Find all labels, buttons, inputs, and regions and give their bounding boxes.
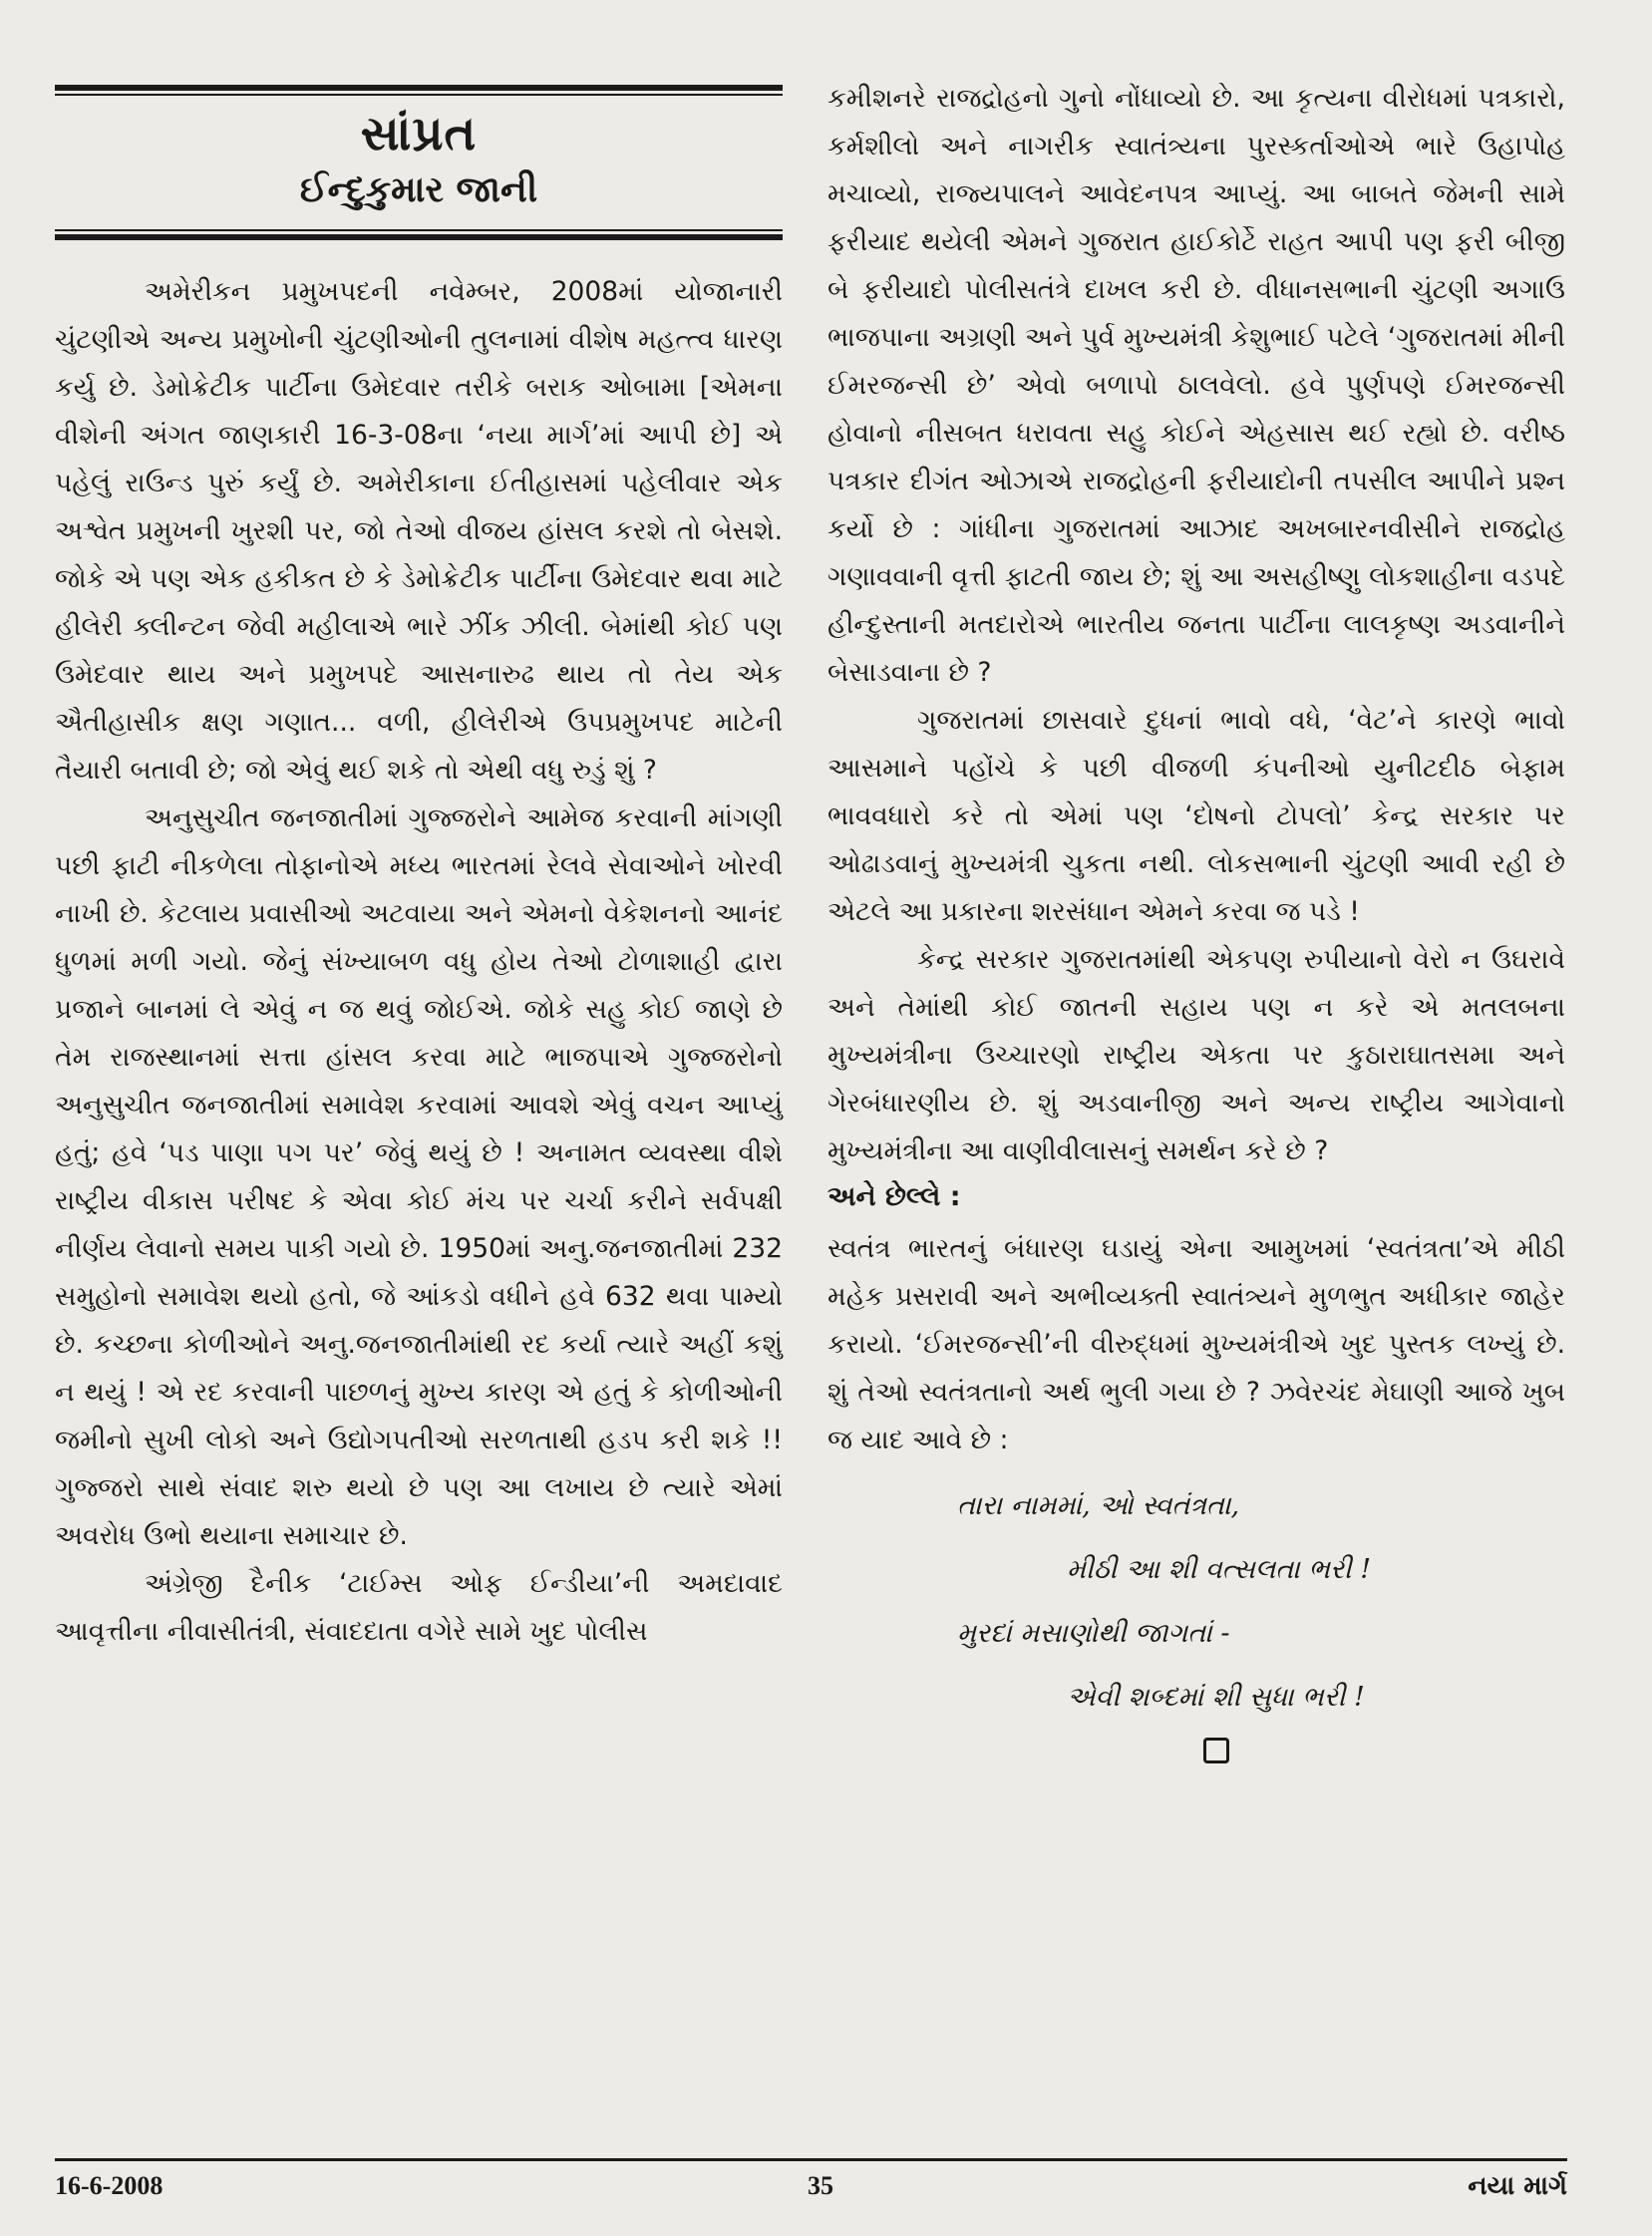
subhead-finally: અને છેલ્લે : (827, 1181, 961, 1212)
paragraph-sedition-case: કમીશનરે રાજદ્રોહનો ગુનો નોંધાવ્યો છે. આ કૃત્યના વીરોધમાં પત્રકારો, કર્મશીલો અને નાગરીક સ્વાતંત્ર્યના પુરસ્કર્તાઓએ ભારે ઉહાપોહ મચાવ્યો, રાજ્યપાલને આવેદનપત્ર આપ્યું. આ બાબતે જેમની સામે ફરીયાદ થયેલી એમને ગુજરાત હાઈકોર્ટે રાહત આપી પણ ફરી બીજી બે ફરીયાદો પોલીસતંત્રે દાખલ કરી છે. વીધાનસભાની ચુંટણી અગાઉ ભાજપાના અગ્રણી અને પુર્વ મુખ્યમંત્રી કેશુભાઈ પટેલે ‘ગુજરાતમાં મીની ઈમરજન્સી છે’ એવો બળાપો ઠાલવેલો. હવે પુર્ણપણે ઈમરજન્સી હોવાનો નીસબત ધરાવતા સહુ કોઈને એહસાસ થઈ રહ્યો છે. વરીષ્ઠ પત્રકાર દીગંત ઓઝાએ રાજદ્રોહની ફરીયાદોની તપસીલ આપીને પ્રશ્ન કર્યો છે : ગાંધીના ગુજરાતમાં આઝાદ અખબારનવીસીને રાજદ્રોહ ગણાવવાની વૃત્તી ફાટતી જાય છે; શું આ અસહીષ્ણુ લોકશાહીના વડપદે હીન્દુસ્તાની મતદારોએ ભારતીય જનતા પાર્ટીના લાલકૃષ્ણ અડવાનીને બેસાડવાના છે ? (827, 83, 1565, 688)
right-column (827, 75, 1565, 1763)
paragraph-price-rise: ગુજરાતમાં છાસવારે દુધનાં ભાવો વધે, ‘વેટ’ને કારણે ભાવો આસમાને પહોંચે કે પછી વીજળી કંપનીઓ યુનીટદીઠ બેફામ ભાવવધારો કરે તો એમાં પણ ‘દોષનો ટોપલો’ કેન્દ્ર સરકાર પર ઓઢાડવાનું મુખ્યમંત્રી ચુકતા નથી. લોકસભાની ચુંટણી આવી રહી છે એટલે આ પ્રકારના શરસંધાન એમને કરવા જ પડે ! (827, 705, 1565, 927)
header-rule-bottom-thin (55, 229, 783, 231)
poem-block (827, 1474, 1565, 1730)
poem-line: મુરદાં મસાણોથી જાગતાં - (957, 1618, 1230, 1649)
issue-date: 16-6-2008 (55, 2171, 164, 2200)
paragraph-gujjar-agitation: અનુસુચીત જનજાતીમાં ગુજ્જરોને આમેજ કરવાની માંગણી પછી ફાટી નીકળેલા તોફાનોએ મધ્ય ભારતમાં રેલવે સેવાઓને ખોરવી નાખી છે. કેટલાય પ્રવાસીઓ અટવાયા અને એમનો વેકેશનનો આનંદ ધુળમાં મળી ગયો. જેનું સંખ્યાબળ વધુ હોય તેઓ ટોળાશાહી દ્વારા પ્રજાને બાનમાં લે એવું ન જ થવું જોઈએ. જોકે સહુ કોઈ જાણે છે તેમ રાજસ્થાનમાં સત્તા હાંસલ કરવા માટે ભાજપાએ ગુજ્જરોનો અનુસુચીત જનજાતીમાં સમાવેશ કરવામાં આવશે એવું વચન આપ્યું હતું; હવે ‘પડ પાણા પગ પર’ જેવું થયું છે ! અનામત વ્યવસ્થા વીશે રાષ્ટ્રીય વીકાસ પરીષદ કે એવા કોઈ મંચ પર ચર્ચા કરીને સર્વપક્ષી નીર્ણય લેવાનો સમય પાકી ગયો છે. 1950માં અનુ.જનજાતીમાં 232 સમુહોનો સમાવેશ થયો હતો, જે આંકડો વધીને હવે 632 થવા પામ્યો છે. કચ્છના કોળીઓને અનુ.જનજાતીમાંથી રદ કર્યા ત્યારે અહીં કશું ન થયું ! એ રદ કરવાની પાછળનું મુખ્ય કારણ એ હતું કે કોળીઓની જમીનો સુખી લોકો અને ઉદ્યોગપતીઓ સરળતાથી હડપ કરી શકે !! ગુજ્જરો સાથે સંવાદ શરુ થયો છે પણ આ લખાય છે ત્યારે એમાં અવરોધ ઉભો થયાના સમાચાર છે. (55, 802, 783, 1551)
paragraph-central-tax: કેન્દ્ર સરકાર ગુજરાતમાંથી એકપણ રુપીયાનો વેરો ન ઉઘરાવે અને તેમાંથી કોઈ જાતની સહાય પણ ન કરે એ મતલબના મુખ્યમંત્રીના ઉચ્ચારણો રાષ્ટ્રીય એકતા પર કુઠારાઘાતસમા અને ગેરબંધારણીય છે. શું અડવાનીજી અને અન્ય રાષ્ટ્રીય આગેવાનો મુખ્યમંત્રીના આ વાણીવીલાસનું સમર્થન કરે છે ? (827, 944, 1565, 1166)
poem-line: તારા નામમાં, ઓ સ્વતંત્રતા, (957, 1490, 1240, 1521)
section-title: સાંપ્રત (360, 106, 478, 161)
author-name: ઈન્દુકુમાર જાની (299, 168, 538, 210)
paragraph-times-of-india: અંગ્રેજી દૈનીક ‘ટાઈમ્સ ઓફ ઈન્ડીયા’ની અમદાવાદ આવૃત્તીના નીવાસીતંત્રી, સંવાદદાતા વગેરે સામે ખુદ પોલીસ (55, 1568, 783, 1647)
page-footer (55, 2163, 1567, 2203)
end-of-article-box-icon (1203, 1738, 1229, 1763)
magazine-name: નયા માર્ગ (1468, 2171, 1567, 2201)
page-number: 35 (808, 2171, 833, 2200)
paragraph-freedom: સ્વતંત્ર ભારતનું બંધારણ ઘડાયું એના આમુખમાં ‘સ્વતંત્રતા’એ મીઠી મહેક પ્રસરાવી અને અભીવ્યક્તી સ્વાતંત્ર્યને મુળભુત અધીકાર જાહેર કરાયો. ‘ઈમરજન્સી’ની વીરુદ્ધમાં મુખ્યમંત્રીએ ખુદ પુસ્તક લખ્યું છે. શું તેઓ સ્વતંત્રતાનો અર્થ ભુલી ગયા છે ? ઝવેરચંદ મેઘાણી આજે ખુબ જ યાદ આવે છે : (827, 1233, 1565, 1455)
paragraph-us-election: અમેરીકન પ્રમુખપદની નવેમ્બર, 2008માં યોજાનારી ચુંટણીએ અન્ય પ્રમુખોની ચુંટણીઓની તુલનામાં વીશેષ મહત્ત્વ ધારણ કર્યુ છે. ડેમોક્રેટીક પાર્ટીના ઉમેદવાર તરીકે બરાક ઓબામા [એમના વીશેની અંગત જાણકારી 16-3-08ના ‘નયા માર્ગ’માં આપી છે] એ પહેલું રાઉન્ડ પુરું કર્યું છે. અમેરીકાના ઈતીહાસમાં પહેલીવાર એક અશ્વેત પ્રમુખની ખુરશી પર, જો તેઓ વીજય હાંસલ કરશે તો બેસશે. જોકે એ પણ એક હકીકત છે કે ડેમોક્રેટીક પાર્ટીના ઉમેદવાર થવા માટે હીલેરી ક્લીન્ટન જેવી મહીલાએ ભારે ઝીંક ઝીલી. બેમાંથી કોઈ પણ ઉમેદવાર થાય અને પ્રમુખપદે આસનારુઢ થાય તો તેય એક ઐતીહાસીક ક્ષણ ગણાત... વળી, હીલેરીએ ઉપપ્રમુખપદ માટેની તૈયારી બતાવી છે; જો એવું થઈ શકે તો એથી વધુ રુડું શું ? (55, 276, 783, 786)
header-rule-top-thin (55, 94, 783, 96)
left-column (55, 85, 783, 1656)
header-rule-top (55, 85, 783, 91)
footer-rule (55, 2158, 1567, 2161)
poem-line: એવી શબ્દમાં શી સુધા ભરી ! (1067, 1682, 1365, 1713)
header-rule-bottom (55, 234, 783, 240)
poem-line: મીઠી આ શી વત્સલતા ભરી ! (1067, 1554, 1372, 1585)
